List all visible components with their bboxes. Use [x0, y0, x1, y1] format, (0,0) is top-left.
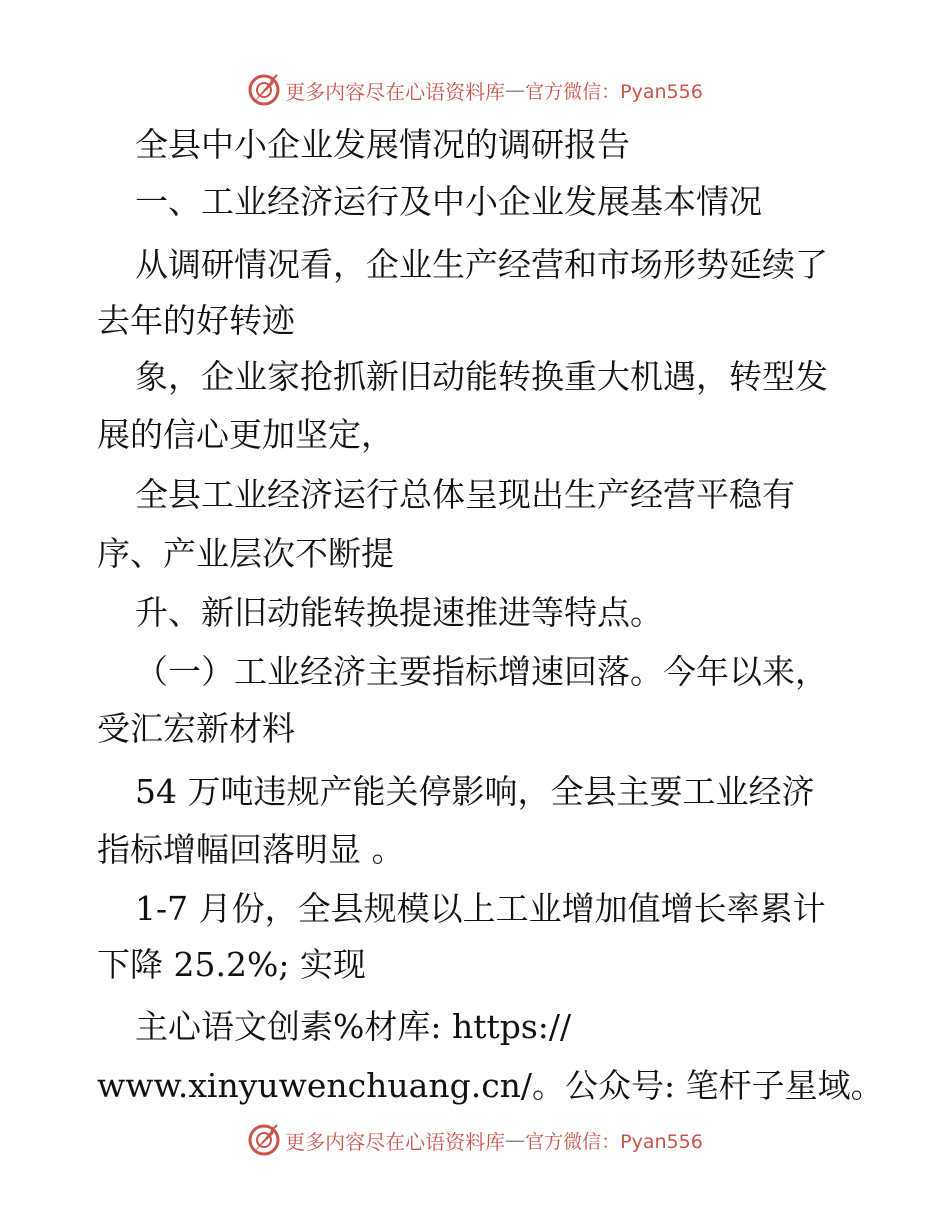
footer-banner	[0, 1120, 950, 1160]
banner-wechat: 官方微信：Pyan556	[525, 1130, 703, 1153]
body-line: 全县工业经济运行总体呈现出生产经营平稳有	[135, 475, 795, 514]
body-line: www.xinyuwenchuang.cn/。公众号: 笔杆子星域。	[97, 1066, 884, 1105]
banner-text: 更多内容尽在心语资料库	[285, 1129, 506, 1154]
body-line: 升、新旧动能转换提速推进等特点。	[135, 593, 663, 632]
banner-separator: —	[505, 1128, 526, 1152]
banner-separator: —	[505, 78, 526, 102]
quill-pen-logo-icon	[247, 73, 281, 107]
body-line: 主心语文创素%材库: https://	[135, 1007, 572, 1046]
banner-wechat: 官方微信：Pyan556	[525, 80, 703, 103]
body-line: 从调研情况看，企业生产经营和市场形势延续了	[135, 245, 828, 284]
body-line: 受汇宏新材料	[97, 709, 295, 748]
body-line: 展的信心更加坚定，	[97, 415, 394, 454]
header-banner	[0, 70, 950, 110]
body-line: 54 万吨违规产能关停影响，全县主要工业经济	[135, 772, 815, 811]
body-line: 一、工业经济运行及中小企业发展基本情况	[135, 182, 762, 221]
body-line: 1-7 月份，全县规模以上工业增加值增长率累计	[135, 889, 826, 928]
body-line: （一）工业经济主要指标增速回落。今年以来，	[135, 652, 828, 691]
body-line: 全县中小企业发展情况的调研报告	[135, 125, 630, 164]
body-line: 下降 25.2%; 实现	[97, 945, 366, 984]
body-line: 去年的好转迹	[97, 301, 295, 340]
quill-pen-logo-icon	[247, 1123, 281, 1157]
body-line: 象，企业家抢抓新旧动能转换重大机遇，转型发	[135, 357, 828, 396]
banner-text: 更多内容尽在心语资料库	[285, 79, 506, 104]
body-line: 序、产业层次不断提	[97, 534, 394, 573]
body-line: 指标增幅回落明显 。	[97, 830, 405, 869]
